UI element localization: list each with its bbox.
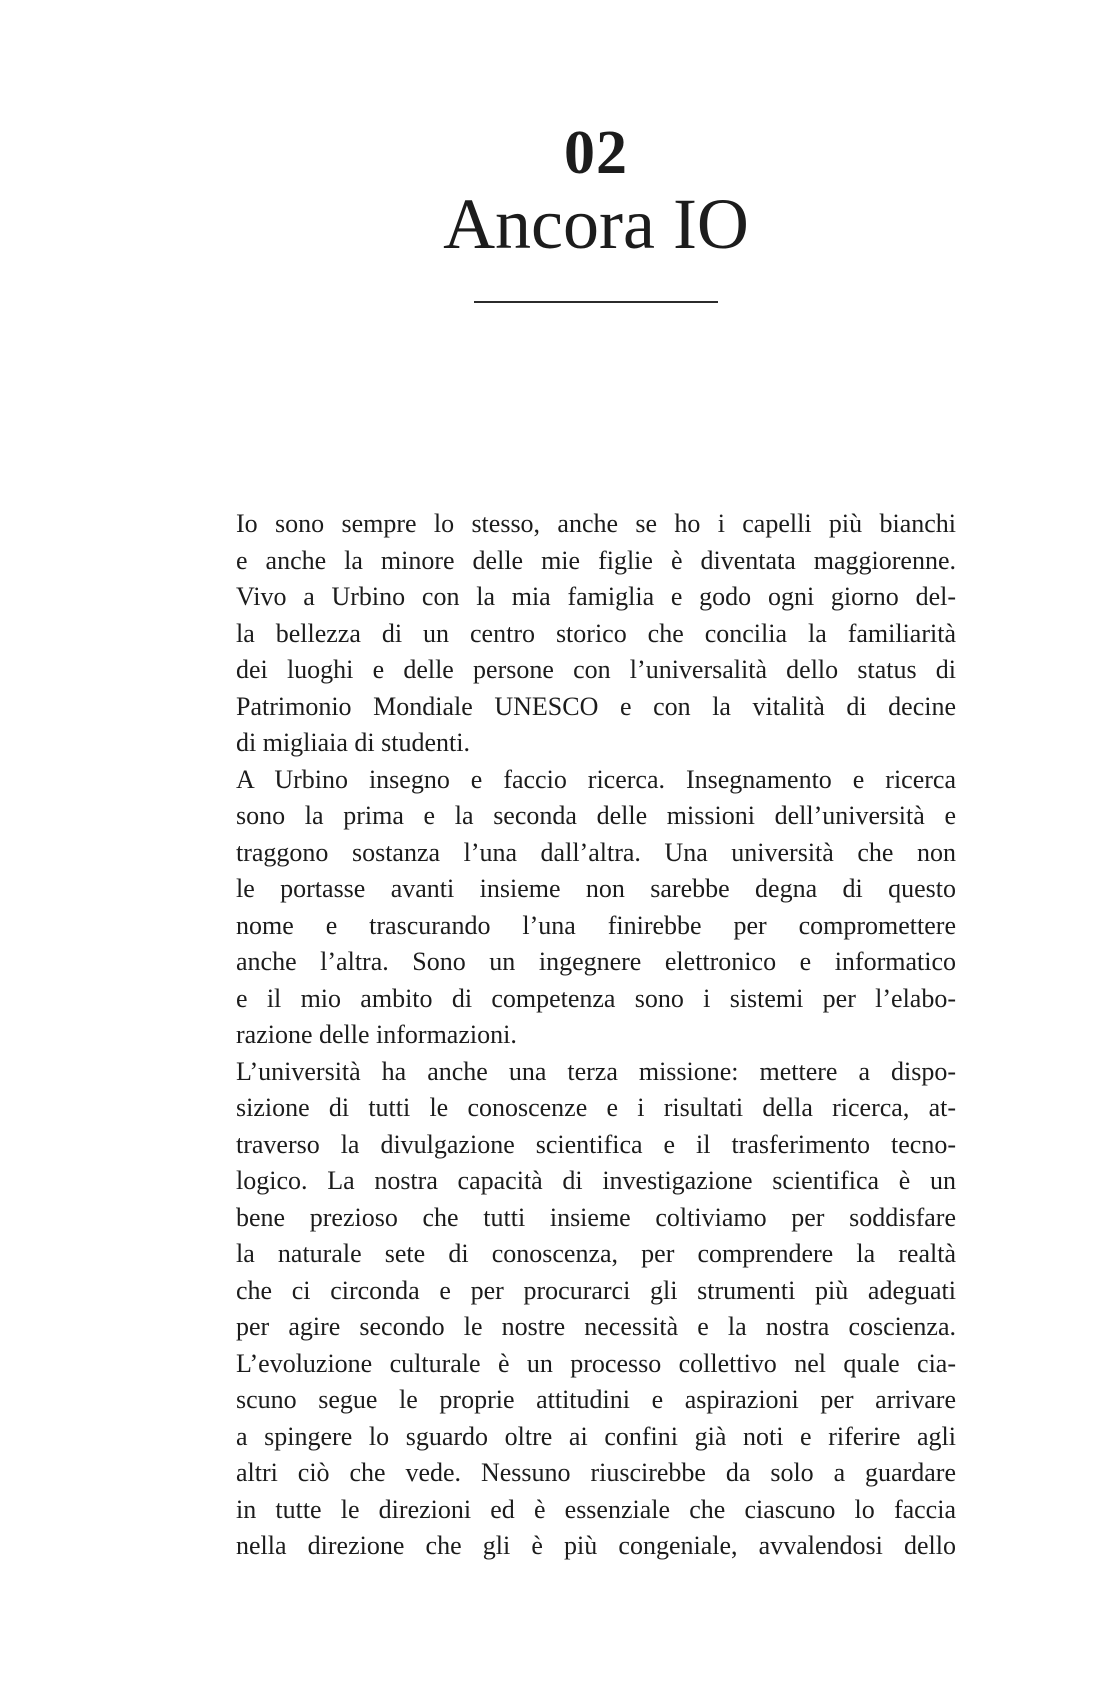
text-line: Patrimonio Mondiale UNESCO e con la vitalità di decine [236,691,956,721]
text-line: scuno segue le proprie attitudini e aspirazioni per arrivare [236,1385,956,1414]
chapter-number: 02 [564,119,628,187]
text-line: che ci circonda e per procurarci gli strumenti più adeguati [236,1275,956,1305]
text-line: altri ciò che vede. Nessuno riuscirebbe da solo a guardare [236,1458,956,1487]
text-line: bene prezioso che tutti insieme coltiviamo per soddisfare [236,1202,956,1232]
text-line: Io sono sempre lo stesso, anche se ho i capelli più bianchi [236,509,956,538]
text-line: sizione di tutti le conoscenze e i risultati della ricerca, at- [236,1093,956,1122]
text-line: nella direzione che gli è più congeniale, avvalendosi dello [236,1531,956,1560]
text-line: A Urbino insegno e faccio ricerca. Insegnamento e ricerca [236,764,956,794]
text-line: Vivo a Urbino con la mia famiglia e godo ogni giorno del- [236,582,956,611]
body-text [236,506,956,1565]
text-line: la bellezza di un centro storico che concilia la familiarità [236,618,956,648]
text-line: dei luoghi e delle persone con l’universalità dello status di [236,655,956,684]
text-line: logico. La nostra capacità di investigazione scientifica è un [236,1166,956,1195]
text-line: le portasse avanti insieme non sarebbe degna di questo [236,874,956,903]
text-line: a spingere lo sguardo oltre ai confini già noti e riferire agli [236,1421,956,1451]
text-line: di migliaia di studenti. [236,728,470,757]
text-line: sono la prima e la seconda delle missioni dell’università e [236,801,956,830]
chapter-title: Ancora IO [443,184,749,264]
text-line: in tutte le direzioni ed è essenziale che ciascuno lo faccia [236,1494,956,1524]
text-line: traverso la divulgazione scientifica e il trasferimento tecno- [236,1129,956,1159]
text-line: nome e trascurando l’una finirebbe per compromettere [236,910,956,940]
text-line: per agire secondo le nostre necessità e la nostra coscienza. [236,1312,956,1341]
text-line: anche l’altra. Sono un ingegnere elettronico e informatico [236,947,956,976]
text-line: e il mio ambito di competenza sono i sistemi per l’elabo- [236,983,956,1013]
text-line: traggono sostanza l’una dall’altra. Una università che non [236,837,956,867]
text-line: L’evoluzione culturale è un processo collettivo nel quale cia- [236,1348,956,1378]
chapter-divider [474,301,718,303]
chapter-header [236,0,956,320]
text-line: la naturale sete di conoscenza, per comprendere la realtà [236,1239,956,1268]
text-line: e anche la minore delle mie figlie è diventata maggiorenne. [236,545,956,575]
text-line: L’università ha anche una terza missione: mettere a dispo- [236,1056,956,1086]
text-line: razione delle informazioni. [236,1020,517,1049]
